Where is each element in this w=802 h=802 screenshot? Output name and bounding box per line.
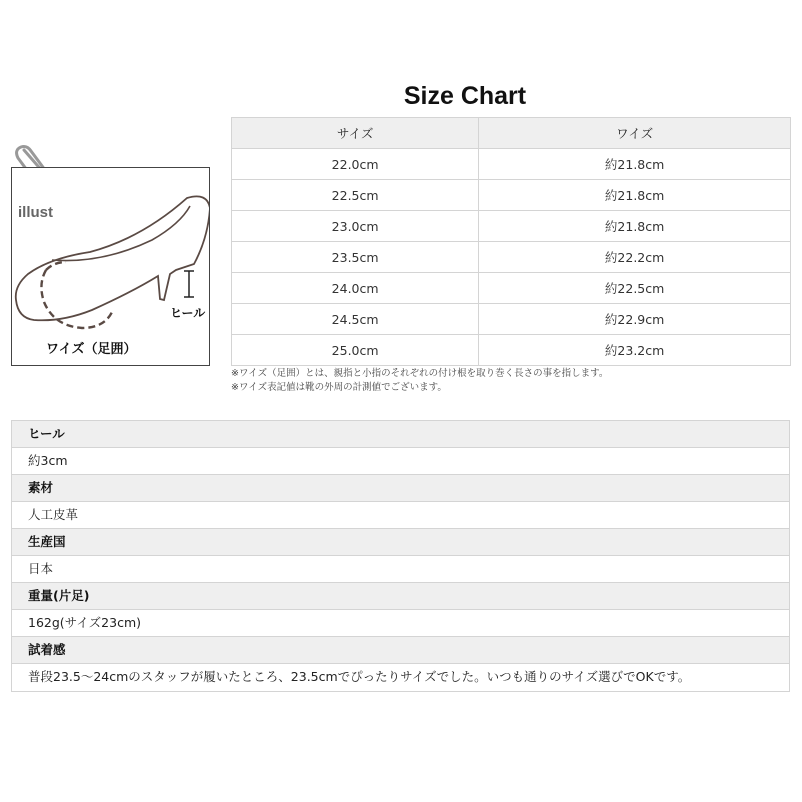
spec-heading-weight: 重量(片足) xyxy=(12,583,789,610)
width-column-header: ワイズ xyxy=(479,118,791,149)
width-cell: 約22.9cm xyxy=(479,304,791,335)
table-row xyxy=(232,242,791,273)
size-notes xyxy=(231,367,608,395)
shoe-icon xyxy=(12,168,209,365)
note-width-measurement: ※ワイズ表記値は靴の外周の計測値でございます。 xyxy=(231,382,447,393)
spec-heading-heel: ヒール xyxy=(12,421,789,448)
illust-label: illust xyxy=(18,204,54,221)
width-cell: 約22.2cm xyxy=(479,242,791,273)
width-cell: 約21.8cm xyxy=(479,149,791,180)
spec-value-fit: 普段23.5～24cmのスタッフが履いたところ、23.5cmでぴったりサイズでした。いつも通りのサイズ選びでOKです。 xyxy=(12,664,789,691)
size-cell: 23.5cm xyxy=(232,242,479,273)
shoe-illustration xyxy=(11,167,210,366)
spec-table xyxy=(11,420,790,692)
spec-heading-fit: 試着感 xyxy=(12,637,789,664)
size-cell: 24.5cm xyxy=(232,304,479,335)
spec-value-heel: 約3cm xyxy=(12,448,789,475)
spec-heading-origin: 生産国 xyxy=(12,529,789,556)
size-cell: 25.0cm xyxy=(232,335,479,366)
spec-value-origin: 日本 xyxy=(12,556,789,583)
size-column-header: サイズ xyxy=(232,118,479,149)
width-label: ワイズ（足囲） xyxy=(46,342,137,357)
size-cell: 23.0cm xyxy=(232,211,479,242)
page-title: Size Chart xyxy=(403,82,527,110)
spec-value-weight: 162g(サイズ23cm) xyxy=(12,610,789,637)
width-cell: 約21.8cm xyxy=(479,211,791,242)
table-row xyxy=(232,180,791,211)
size-cell: 22.0cm xyxy=(232,149,479,180)
table-row xyxy=(232,273,791,304)
spec-value-material: 人工皮革 xyxy=(12,502,789,529)
table-row xyxy=(232,304,791,335)
table-row xyxy=(232,211,791,242)
heel-label: ヒール xyxy=(170,306,206,320)
width-cell: 約22.5cm xyxy=(479,273,791,304)
size-cell: 24.0cm xyxy=(232,273,479,304)
table-header-row xyxy=(232,118,791,149)
spec-heading-material: 素材 xyxy=(12,475,789,502)
size-chart-table xyxy=(231,117,791,366)
note-width-definition: ※ワイズ（足囲）とは、親指と小指のそれぞれの付け根を取り巻く長さの事を指します。 xyxy=(231,368,609,379)
size-cell: 22.5cm xyxy=(232,180,479,211)
width-cell: 約23.2cm xyxy=(479,335,791,366)
width-cell: 約21.8cm xyxy=(479,180,791,211)
table-row xyxy=(232,335,791,366)
table-row xyxy=(232,149,791,180)
